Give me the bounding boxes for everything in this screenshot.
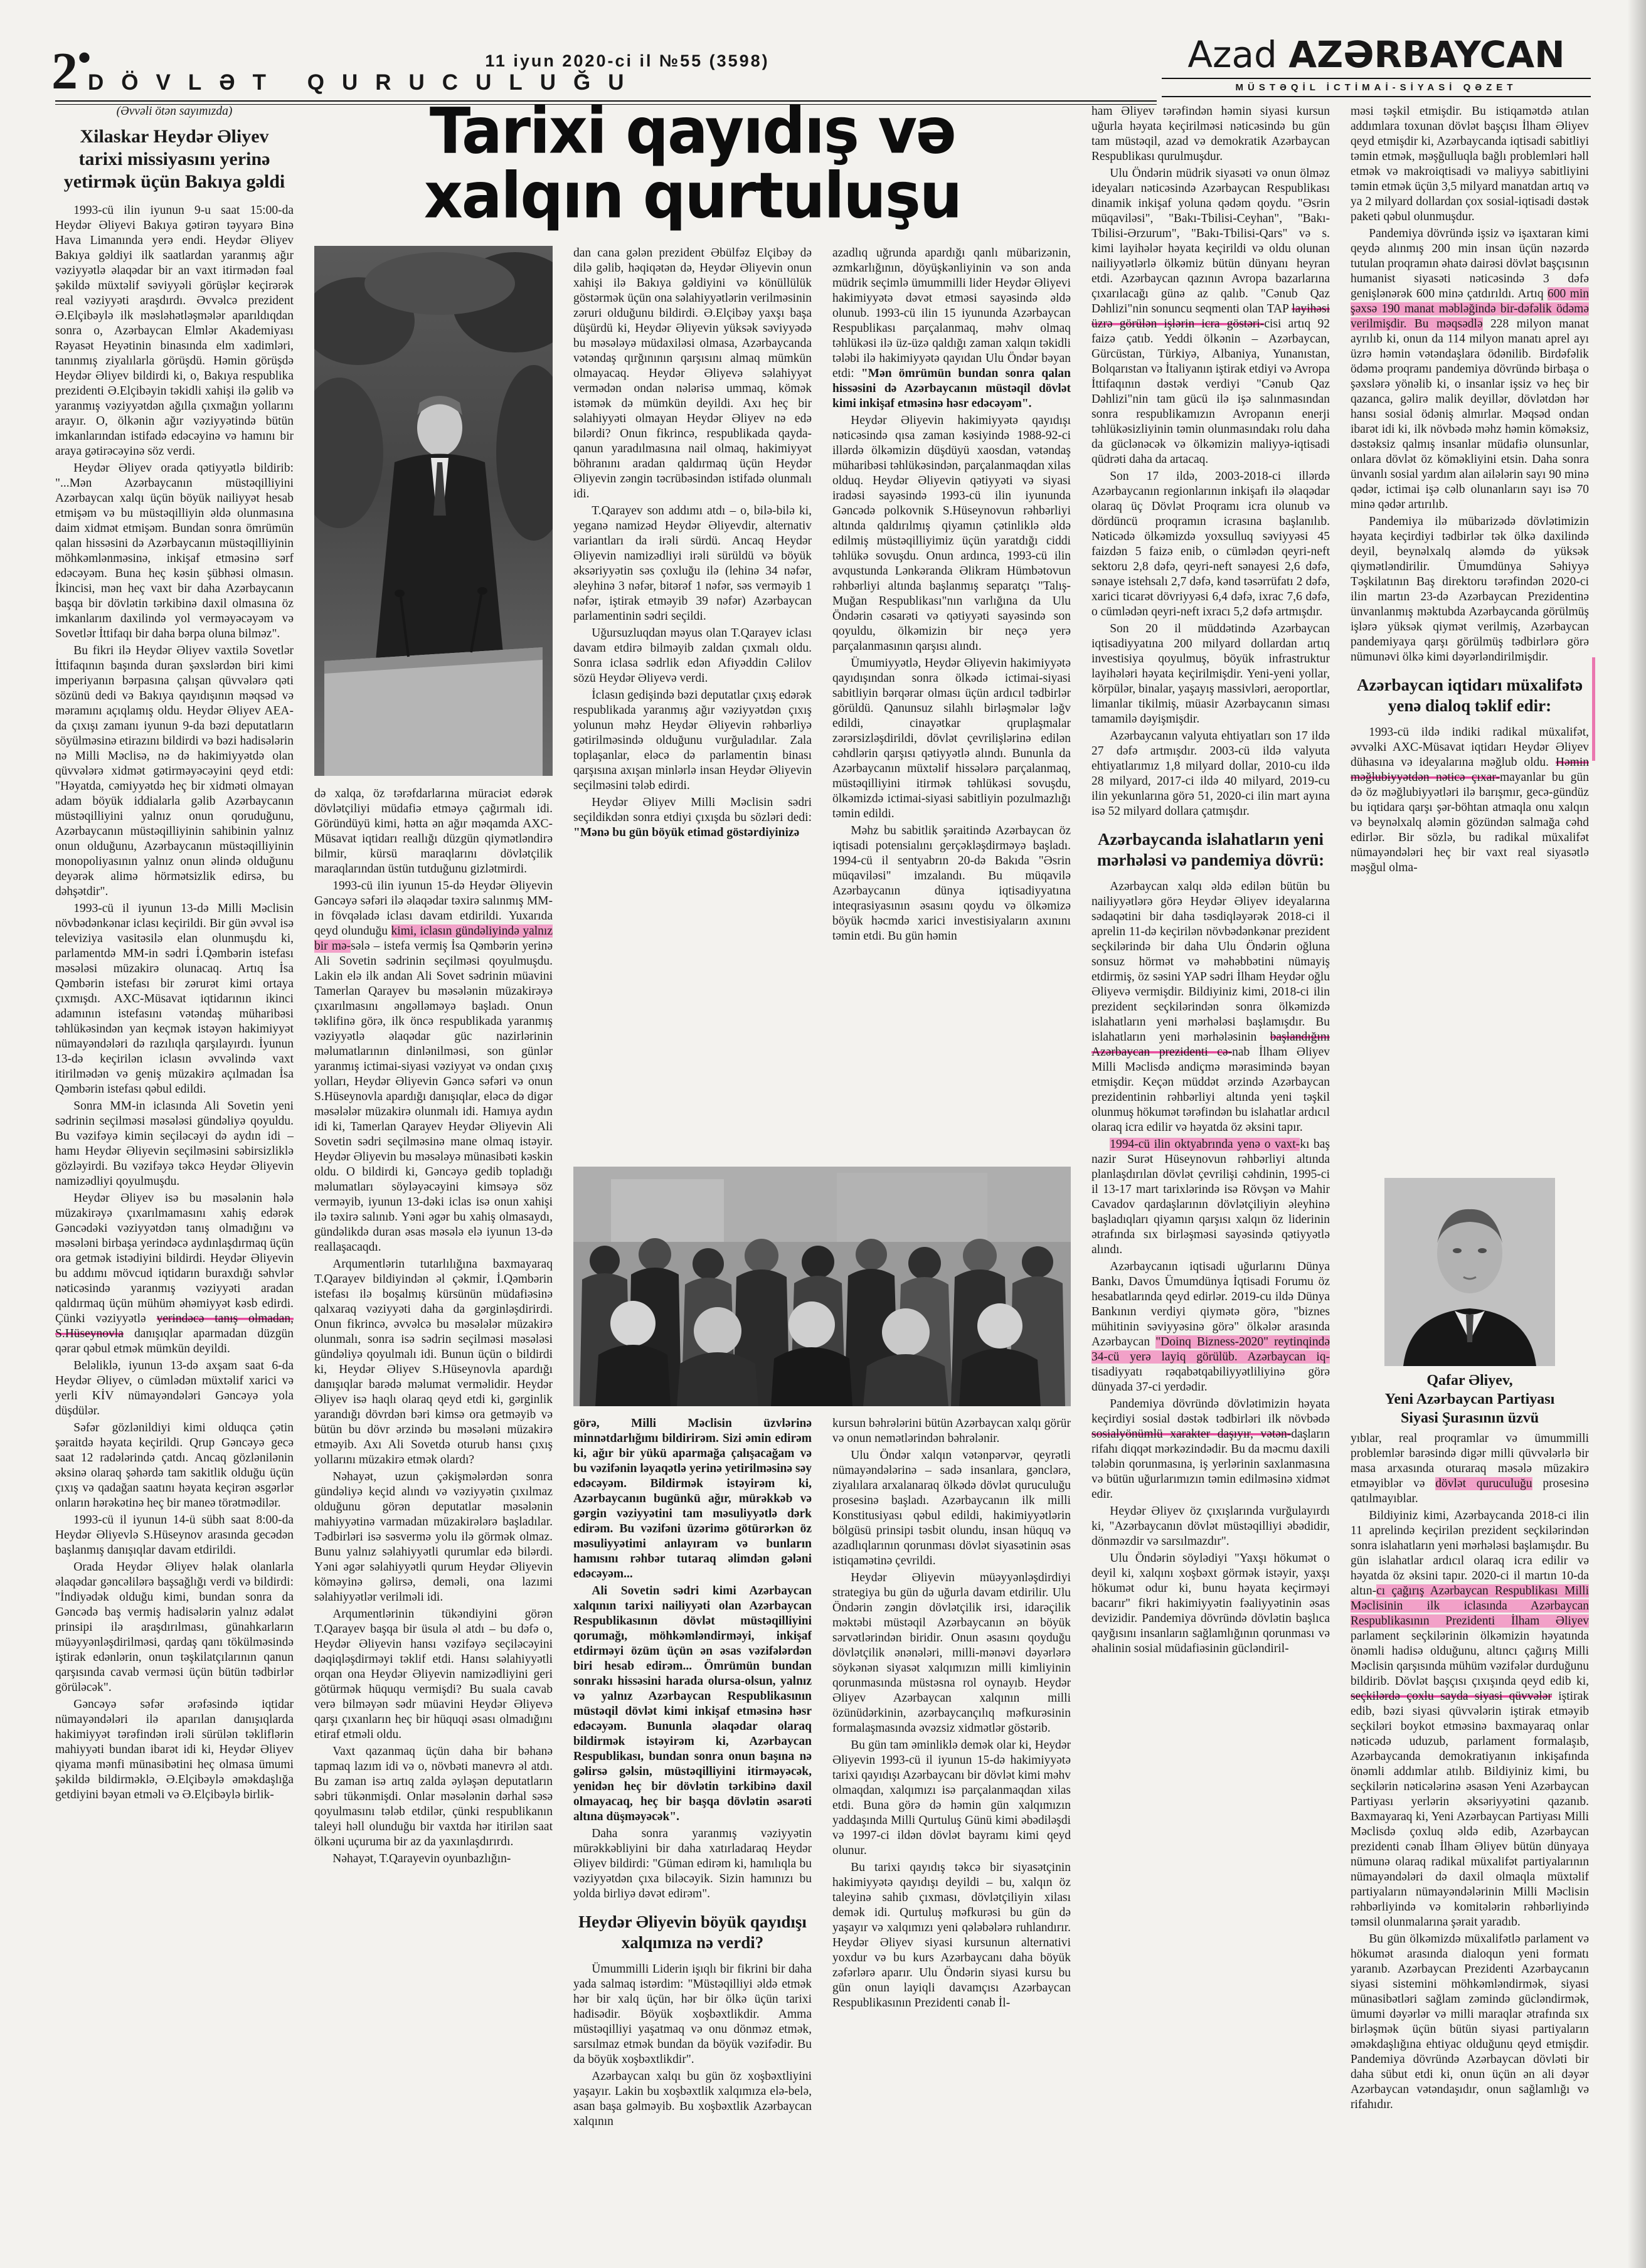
paragraph bbox=[832, 246, 1071, 411]
text-run: 1993-cü ilin iyunun 15-də Heydər Əliyevin Gəncəyə səfəri ilə əlaqədar təxirə salınmış MM-in fövqəladə iclası davam etdirildi. Yuxarıda qeyd olunduğu bbox=[314, 879, 553, 938]
text-run: Pandemiya ilə mübarizədə dövlətimizin həyata keçirdiyi tədbirlər tək ölkə daxilində deyil, beynəlxalq aləmdə də yüksək qiymətləndirilir. Ümumdünya Səhiyyə Təşkilatının Baş direktoru tərəfindən 2020-ci ilin martın 23-də Azərbaycan Prezidentinə ünvanlanmış məktubda Azərbaycanda görülmüş işlərə yüksək qiymət verilmiş, Azərbaycan pandemiyaya qarşı görülmüş tədbirlərə görə nümunəvi ölkə kimi dəyərləndirilmişdir. bbox=[1351, 515, 1589, 664]
text-run: Arqumentlərin tutarlılığına baxmayaraq T.Qarayev bildiyindən əl çəkmir, İ.Qəmbərin istefası ilə boşalmış kürsünün müdafiəsinə qalxaraq vəziyyəti daha da gərginləşdirirdi. Onun fikrincə, əvvəlcə bu məsələlər müzakirə olunmalı, sonra isə sədrin seçilməsi məsələsi gündəliyə qoyulmalı idi. Bunun üçün o bildirdi ki, Heydər Əliyev S.Hüseynovla apardığı danışıqlar barədə məlumat verməlidir. Heydər Əliyev isə haqlı olaraq qeyd etdi ki, gərginlik yarandığı dövrdən bəri kimsə ora getməyib və bütün bu dövr ərzində bu məsələni müzakirə etməyib. Axı Ali Sovetdə oturub hansı çıxış yollarını müzakirə etmək olardı? bbox=[314, 1258, 553, 1466]
paragraph bbox=[832, 1571, 1071, 1736]
author-org: Yeni Azərbaycan Partiyası bbox=[1384, 1391, 1555, 1407]
paragraph bbox=[55, 461, 294, 642]
speech-photo-art bbox=[314, 246, 553, 776]
text-run: "Mənə bu gün böyük etimad göstərdiyinizə bbox=[573, 826, 800, 839]
text-run: Heydər Əliyev öz çıxışlarında vurğulayırdı ki, "Azərbaycanın dövlət müstəqilliyi əbədidir, dönməzdir və sarsılmazdır". bbox=[1091, 1505, 1330, 1548]
text-run: görə, Milli Məclisin üzvlərinə minnətdarlığımı bildirirəm. Sizi əmin edirəm ki, ağır bir yükü aparmağa çalışacağam və bu vəzifənin ləyaqətlə yerinə yetirilməsinə səy edəcəyəm. Bildirmək istəyirəm ki, Azərbaycanın bugünkü ağır, mürəkkəb və gərgin vəziyyətini tam məsuliyyətlə dərk edirəm. Bu vəzifəni üzərimə götürərkən öz məsuliyyətimi anlayıram və bunların hamısını rəhbər tutaraq əlimdən gələni edəcəyəm... bbox=[573, 1417, 812, 1581]
column-3-upper bbox=[573, 246, 812, 1158]
text-run: cisi artıq 92 faizə çatıb. Yeddi ölkənin – Azərbaycan, Gürcüstan, Türkiyə, Albaniya, Yunanıstan, Bolqarıstan və İtaliyanın iştirak etdiyi və Avropa İttifaqının dəstək verdiyi "Cənub Qaz Dəhlizi"nin tam gücü ilə işə salınmasından sonra respublikamızın Avropanın enerji təhlükəsizliyinin təmin olunmasındakı rolu daha da güclənəcək və ölkəmizin maliyyə-iqtisadi qüdrəti daha da artacaq. bbox=[1091, 317, 1330, 466]
column-1 bbox=[55, 104, 294, 2237]
paragraph bbox=[573, 688, 812, 793]
text-run: Ulu Öndərin söylədiyi "Yaxşı hökumət o deyil ki, xalqını xoşbəxt görmək istəyir, yaxşı hökumət odur ki, bunu həyata keçirməyi bacarır" fikri hakimiyyətin fəaliyyətinin əsas devizidir. Pandemiya dövründə dövlətin başlıca qayğısını insanların sağlamlığının qorunması və əhalinin sosial müdafiəsinin gücləndiril- bbox=[1091, 1552, 1330, 1655]
column-4-upper bbox=[832, 246, 1071, 1158]
pink-marked-text: kimi, iclasın gündəliyində yalnız bir mə- bbox=[314, 925, 553, 953]
paragraph bbox=[832, 656, 1071, 822]
text-run: Ümumiyyətlə, Heydər Əliyevin hakimiyyətə qayıdışından sonra ölkədə ictimai-siyasi sabitliyin bərqərar olması üçün ardıcıl tədbirlər görüldü. Qanunsuz silahlı birləşmələr ləğv edildi, cinayətkar qruplaşmalar zərərsizləşdirildi, dövlət çevrilişlərinə edilən cəhdlərin qarşısı qətiyyətlə alındı. Bununla da Azərbaycanın müxtəlif hissələrə parçalanmaq, müstəqilliyini itirmək təhlükəsi sovuşdu, ölkəmizdə ictimai-siyasi sabitliyin pozulmazlığı təmin edildi. bbox=[832, 657, 1071, 820]
masthead bbox=[1162, 35, 1591, 97]
page-number-dot: • bbox=[78, 37, 92, 78]
paragraph bbox=[1091, 879, 1330, 1135]
column-3-lower bbox=[573, 1416, 812, 2235]
paragraph bbox=[832, 1416, 1071, 1446]
text-run: Pandemiya dövründə işsiz və işaxtaran kimi qeydə alınmış 200 min insan üçün nəzərdə tutulan proqramın əhatə dairəsi dövlət başçısının humanist siyasəti nəticəsində 3 dəfə genişlənərək 600 minə çatdırıldı. Artıq bbox=[1351, 227, 1589, 300]
paragraph bbox=[314, 1852, 553, 1867]
paragraph bbox=[1091, 166, 1330, 467]
text-run: ham Əliyev tərəfindən həmin siyasi kursun uğurla həyata keçirilməsi nəticəsində bu gün tam müstəqil, azad və demokratik Azərbaycan Respublikası qurulmuşdur. bbox=[1091, 105, 1330, 163]
text-run: Son 17 ildə, 2003-2018-ci illərdə Azərbaycanın regionlarının inkişafı ilə əlaqədar olaraq üç Dövlət Proqramı icra olunub və dördüncü proqramın icrasına başlanılıb. Nəticədə ölkəmizdə yoxsulluq səviyyəsi 45 faizdən 5 faizə enib, o cümlədən qeyri-neft sektoru 2,8 dəfə, qeyri-neft sənayesi 2,6 dəfə, sənaye istehsalı 2,7 dəfə, kənd təsərrüfatı 2 dəfə, xarici ticarət dövriyyəsi 6,4 dəfə, ixrac 7,6 dəfə, o cümlədən qeyri-neft ixracı 5,2 dəfə artmışdır. bbox=[1091, 470, 1330, 618]
paragraph bbox=[1091, 1397, 1330, 1502]
speech-photo bbox=[314, 246, 553, 776]
text-run: danışıqlar aparmadan düzgün qərar qəbul etmək mümkün deyildi. bbox=[55, 1327, 294, 1355]
crowd-photo bbox=[573, 1167, 1071, 1406]
text-run: Heydər Əliyevin böyük qayıdışı xalqımıza nə verdi? bbox=[578, 1912, 807, 1952]
paragraph bbox=[832, 1860, 1071, 2011]
paragraph bbox=[55, 1560, 294, 1695]
paragraph bbox=[1351, 514, 1589, 665]
text-run: Bildiyiniz kimi, Azərbaycanda 2018-ci ilin 11 aprelində keçirilən prezident seçkilərindən sonra islahatların yeni mərhələsi başlamışdır. Bu gün islahatlar ardıcıl olaraq icra edilir və həyatda öz əksini tapır. 2020-ci il martın 10-da altın- bbox=[1351, 1509, 1589, 1598]
author-portrait-photo bbox=[1384, 1178, 1555, 1366]
subhead bbox=[1356, 675, 1584, 716]
masthead-title bbox=[1162, 35, 1591, 74]
paragraph bbox=[314, 879, 553, 1255]
paragraph bbox=[55, 1421, 294, 1511]
text-run: Nəhayət, uzun çəkişmələrdən sonra gündəliyə keçid alındı və vəziyyətin çıxılmaz olduğunu görən deputatlar məsələnin mahiyyətinə varmadan müzakirələrə başladılar. Tədbirləri isə səsvermə yolu ilə görmək olmaz. Bunu yalnız səlahiyyətli qurumlar edə bilərdi. Yəni əgər səlahiyyətli qurum Heydər Əliyevin köməyinə gəlirsə, deməli, ona lazımi səlahiyyətlər verilməli idi. bbox=[314, 1470, 553, 1604]
text-run: Son 20 il müddətində Azərbaycan iqtisadiyyatına 200 milyard dollardan artıq investisiya qoyulmuş, böyük infrastruktur layihələri həyata keçirilmişdir. Yeni-yeni yollar, körpülər, binalar, yaşayış massivləri, aeroportlar, limanlar tikilmiş, müasir Azərbaycanın siması tamamilə dəyişmişdir. bbox=[1091, 622, 1330, 726]
text-run: Orada Heydər Əliyev həlak olanlarla əlaqədar gəncəlilərə başsağlığı verdi və bildirdi: "İndiyədək olduğu kimi, bundan sonra da Gəncədə baş vermiş hadisələrin yalnız ədalət prinsipi ilə araşdırılması, günahkarların müəyyənləşdirilməsi, qardaş qanı tökülməsində iştirak edənlərin, onun təşkilatçılarının qanun qarşısında cavab verməsi üçün bütün tədbirlər görüləcək". bbox=[55, 1561, 294, 1694]
text-run: Heydər Əliyev Milli Məclisin sədri seçildikdən sonra etdiyi çıxışda bu sözləri dedi: bbox=[573, 796, 812, 824]
paragraph bbox=[314, 1744, 553, 1850]
text-run: Heydər Əliyev isə bu məsələnin hələ müzakirəyə çıxarılmamasını xahiş edərək Gəncədəki vəziyyətdən tanış olmadığını və məsələni birbaşa yerindəcə aydınlaşdırmaq üçün ora getmək istədiyini bildirdi. Heydər Əliyevin bu addımı mövcud iqtidarın buraxdığı səhvlər nəticəsində yaranmış vəziyyəti aradan qaldırmaq üçün mühüm əhəmiyyət kəsb edirdi. Çünki vəziyyətlə bbox=[55, 1192, 294, 1325]
author-name: Qafar Əliyev, bbox=[1426, 1372, 1513, 1389]
paragraph bbox=[55, 644, 294, 899]
paragraph bbox=[832, 1738, 1071, 1858]
text-run: Heydər Əliyevin müəyyənləşdirdiyi strategiya bu gün də uğurla davam etdirilir. Ulu Öndərin zəngin dövlətçilik irsi, idarəçilik məktəbi müstəqil Azərbaycanın ən böyük sərvətlərindən biridir. Onun əsasını qoyduğu dövlətçilik ənənələri, milli-mənəvi dəyərlərə söykənən siyasət xalqımızın milli kimliyinin qorunmasında müstəsna rol oynayıb. Heydər Əliyev Azərbaycan xalqının milli özünüdərkinin, azərbaycançılıq məfkurəsinin formalaşmasında əvəzsiz xidmətlər göstərib. bbox=[832, 1571, 1071, 1735]
author-role: Siyasi Şurasının üzvü bbox=[1400, 1410, 1539, 1426]
pink-marked-text: cı çağırış Azərbaycan Respublikası Milli Məclisinin ilk iclasında Azərbaycan Respublikasının Prezidenti İlham Əliyev bbox=[1351, 1584, 1589, 1628]
crowd-photo-art bbox=[573, 1167, 1071, 1406]
paragraph bbox=[55, 203, 294, 459]
text-run: Bu fikri ilə Heydər Əliyev vaxtilə Sovetlər İttifaqının başında duran şəxslərdən biri kimi imperiyanın bərpasına çalışan qüvvələrə qəti sözünü dedi və Bakıya qayıdışının məqsəd və məramını açıqlamış oldu. Heydər Əliyev AEA-da çıxışı zamanı iyunun 9-da bəzi deputatların söyülməsinə etirazını bildirdi və bəzi hadisələrin nə Milli Məclisə, nə də hakimiyyətdə olan qüvvələrə xidmət gətirməyəcəyini qeyd etdi: "Həyatda, cəmiyyətdə heç bir xidməti olmayan adam böyük iddialarla gəlib Azərbaycanın müstəqilliyini yalnız onun qoruduğunu, Azərbaycanın müstəqilliyinin sahibinin yalnız onun olduğunu, Azərbaycanın müstəqilliyinin monopoliyasının yalnız onun əlində olduğunu deyərək alimə hörmətsizlik edirsə, bu dəhşətdir". bbox=[55, 644, 294, 898]
column-6-lower bbox=[1351, 1431, 1589, 2235]
text-run: 1993-cü il iyunun 13-də Milli Məclisin növbədənkənar iclası keçirildi. Bir gün əvvəl isə televiziya vasitəsilə elan olunmuşdu ki, parlamentdə MM-in sədri İ.Qəmbərin istefası məsələsi müzakirə olunacaq. Artıq İsa Qəmbərin istefası bir zərurət kimi ortaya çıxmışdı. AXC-Müsavat iqtidarının ikinci adamının istefasını vətəndaş müharibəsi təhlükəsindən yan keçmək istəyən hakimiyyət nümayəndələri də razılıqla qarşılayırdı. İyunun 13-də keçirilən iclasın əvvəlində vaxt itirilmədən və geniş müzakirə açılmadan İsa Qəmbərin istefası qəbul edildi. bbox=[55, 902, 294, 1096]
text-run: daşların rifahı diqqət mərkəzindədir. Bu da məcmu daxili tələbin qorunmasına, iş yerlərinin saxlanmasına və bütün uğurlarımızın təmin edilməsinə xidmət edir. bbox=[1091, 1428, 1330, 1501]
text-run: Azərbaycanda islahatların yeni mərhələsi və pandemiya dövrü: bbox=[1096, 830, 1325, 869]
text-run: prosesinə qatılmayıblar. bbox=[1351, 1477, 1589, 1505]
text-run: dan cana gələn prezident Əbülfəz Elçibəy də dilə gəlib, həqiqətən də, Heydər Əliyevin onun xahişi ilə Bakıya gəldiyini və könüllülük göstərmək üçün ona səlahiyyətlərin verilməsinin zəruri olduğunu bildirdi. Ə.Elçibəy yaxşı başa düşürdü ki, Heydər Əliyevin yüksək səviyyədə bu məsələyə müdaxiləsi olmasa, Azərbaycanda vətəndaş qırğınının qarşısını almaq mümkün olmayacaq. Heydər Əliyevə səlahiyyət vermədən ondan nələrisə ummaq, kömək istəmək də mümkün deyildi. Axı heç bir səlahiyyəti olmayan Heydər Əliyev nə edə bilərdi? Onun fikrincə, respublikada qayda-qanun yaradılmasına nail olmaq, hakimiyyət böhranını aradan qaldırmaq üçün Heydər Əliyevin zəngin təcrübəsindən istifadə olunmalı idi. bbox=[573, 246, 812, 501]
text-run: Pandemiya dövründə dövlətimizin həyata keçirdiyi sosial dəstək tədbirləri ilk növbədə bbox=[1091, 1397, 1330, 1426]
text-run: Azərbaycan xalqı əldə edilən bütün bu nailiyyətlərə görə Heydər Əliyev ideyalarına sədaqətini bir daha təsdiqləyərək 2018-ci il aprelin 11-də keçirilən növbədənkənar prezident seçkilərində bir daha Ulu Öndərin oğluna sonsuz hörmət və məhəbbətini nümayiş etdirmiş, öz səsini YAP sədri İlham Heydər oğlu Əliyevə vermişdir. Bildiyiniz kimi, 2018-ci ilin prezident seçkilərindən sonra ölkəmizdə islahatların yeni mərhələsi başlamışdır. Bu islahatların yeni mərhələsinin bbox=[1091, 880, 1330, 1044]
text-run: sələ – istefa vermiş İsa Qəmbərin yerinə Ali Sovetin sədrinin seçilməsi qoyulmuşdu. Lakin elə ilk andan Ali Sovet sədrinin müavini Tamerlan Qarayev bu məsələnin müzakirəyə çıxarılmasını əngəlləməyə başladı. Onun təklifinə görə, ilk öncə respublikada yaranmış vəziyyətlə əlaqədar güc nazirlərinin məlumatlarının dinlənilməsi, son günlər yaranmış ictimai-siyasi vəziyyət və ondan çıxış yolları, Heydər Əliyevin Gəncə səfəri və onun S.Hüseynovla apardığı danışıqlar, eləcə də digər məsələlər müzakirə olunmalı idi. Hamıya aydın idi ki, Tamerlan Qarayev Heydər Əliyevin Ali Sovetin sədri seçilməsinə mane olmaq istəyir. Heydər Əliyevin bu məsələyə münasibəti kəskin oldu. O bildirdi ki, Gəncəyə gedib topladığı məlumatları söyləyəcəyini kimsəyə söz verməyib, iyunun 13-dəki iclas isə onun xahişi ilə təxirə salınıb. Yəni əgər bu xahiş olmasaydı, gündəlikdə duran əsas məsələ elə iyunun 13-də reallaşacaqdı. bbox=[314, 940, 553, 1254]
text-run: kursun bəhrələrini bütün Azərbaycan xalqı görür və onun nemətlərindən bəhrələnir. bbox=[832, 1417, 1071, 1445]
paragraph bbox=[1351, 226, 1589, 512]
pink-marked-text: dəfəlik ödəmə verilmişdir. Bu məqsədlə bbox=[1351, 302, 1589, 331]
section-title: DÖVLƏT QURUCULUĞU bbox=[88, 70, 642, 95]
paragraph bbox=[55, 1359, 294, 1419]
pink-marked-text: Həmin məğlubiyyətdən nəticə çıxar- bbox=[1351, 756, 1589, 784]
text-run: iştirak edib, bəzi siyasi qüvvələrin iştirak etməyib seçkiləri boykot etməsinə baxmayaraq onlar nəticədə uduzub, parlament formalaşıb, Azərbaycanda demokratiyanın inkişafında önəmli addımlar atılıb. Bildiyiniz kimi, bu seçkilərin nəticələrinə əsasən Yeni Azərbaycan Partiyası yerlərin əksəriyyətini qazanıb. Baxmayaraq ki, Yeni Azərbaycan Partiyası Milli Məclisdə çoxluq əldə edib, Azərbaycan prezidenti cənab İlham Əliyev bütün dünyaya nümunə olaraq radikal müxalifət partiyalarının nümayəndələri də daxil olmaqla müxtəlif partiyaların nümayəndələrinin Milli Məclisin rəhbərliyində və komitələrin rəhbərliyində təmsil olunmalarına şərait yaradıb. bbox=[1351, 1690, 1589, 1929]
text-run: parlament seçkilərinin ölkəmizin həyatında önəmli hadisə olduğunu, altıncı çağırış Milli Məclisin qarşısında mühüm vəzifələr durduğunu bildirib. Dövlət başçısı çıxışında qeyd edib ki, bbox=[1351, 1629, 1589, 1688]
text-run: Beləliklə, iyunun 13-də axşam saat 6-da Heydər Əliyev, o cümlədən müxtəlif xarici və yerli KİV nümayəndələri Gəncəyə yola düşdülər. bbox=[55, 1359, 294, 1417]
text-run: "Mən ömrümün bundan sonra qalan hissəsini də Azərbaycanın müstəqil dövlət kimi inkişaf etməsinə həsr edəcəyəm". bbox=[832, 367, 1071, 410]
text-run: Ulu Öndər xalqın vətənpərvər, qeyrətli nümayəndələrinə – sadə insanlara, gənclərə, ziyalılara arxalanaraq ölkədə dövlət quruculuğu prosesinə başladı. Azərbaycanın ilk milli Konstitusiyası qəbul edildi, hakimiyyətlərin bölgüsü prinsipi təsbit olundu, insan hüquq və azadlıqlarının qorunması dövlət siyasətinin əsas istiqamətinə çevrildi. bbox=[832, 1449, 1071, 1567]
text-run: Uğursuzluqdan məyus olan T.Qarayev iclası davam etdirə bilməyib zaldan çıxmalı oldu. Sonra iclasa sədrlik edən Afiyəddin Cəlilov sözü Heydər Əliyevə verdi. bbox=[573, 627, 812, 685]
paragraph bbox=[314, 787, 553, 877]
paragraph bbox=[1351, 1932, 1589, 2112]
paragraph bbox=[573, 1962, 812, 2067]
headline-line-2: xalqın qurtuluşu bbox=[423, 159, 962, 233]
text-run: Bu gün ölkəmizdə müxalifətlə parlament və hökumət arasında dialoqun yeni formatı yaranıb. Azərbaycan Prezidenti Azərbaycanın siyasi sistemini möhkəmləndirmək, siyasi münasibətləri sağlam zəmində gücləndirmək, ümumi dəyərlər və milli maraqlar ətrafında sıx birləşmək üçün bütün siyasi partiyaların əməkdaşlığına ehtiyac olduğunu qeyd etmişdir. Pandemiya dövründə Azərbaycan dövləti bir daha sübut etdi ki, onun üçün ən ali dəyər Azərbaycan vətəndaşıdır, onun sağlamlığı və rifahıdır. bbox=[1351, 1932, 1589, 2111]
author-caption bbox=[1351, 1371, 1589, 1428]
text-run: Səfər gözlənildiyi kimi olduqca çətin şəraitdə həyata keçirildi. Qrup Gəncəyə gecə saat 12 radələrində çatdı. Ancaq gözlənilənin əksinə olaraq şəhərdə tam sakitlik olduğu üçün çıxış və qadağan saatını həyata keçirən əsgərlər onların hərəkətinə heç bir maneə törətmədilər. bbox=[55, 1421, 294, 1510]
text-run: yıblar, real proqramlar və ümummilli problemlər barəsində digər milli qüvvələrlə bir masa arxasında oturaraq məsələ müzakirə etməyiblər və bbox=[1351, 1432, 1589, 1490]
paragraph bbox=[314, 1257, 553, 1468]
pink-marked-text: layihəsi üzrə görülən işlərin icra göstəri- bbox=[1091, 302, 1330, 331]
scan-edge-shadow bbox=[1627, 0, 1646, 2268]
text-run: Ulu Öndərin müdrik siyasəti və onun ölməz ideyaları nəticəsində Azərbaycan Respublikası dinamik inkişaf yoluna qədəm qoydu. "Əsrin müqaviləsi", "Bakı-Tbilisi-Ceyhan", "Bakı-Tbilisi-Ərzurum", "Bakı-Tbilisi-Qars" və s. kimi layihələr həyata keçirildi və oldu olunan nailiyyətlərlə ölkəmiz bütün dünyanı heyran etdi. Azərbaycan qazının Avropa bazarlarına çıxarılacağı günə az qalıb. "Cənub Qaz Dəhlizi"nin sonuncu seqmenti olan TAP bbox=[1091, 167, 1330, 315]
text-run: Bu gün tam əminliklə demək olar ki, Heydər Əliyevin 1993-cü il iyunun 15-də hakimiyyətə tarixi qayıdışı Azərbaycanı bir dövlət kimi məhv olmaqdan, xalqımızı isə parçalanmaqdan xilas etdi. Buna görə də həmin gün xalqımızın yaddaşında Milli Qurtuluş Günü kimi əbədiləşdi və 1997-ci ildən dövlət bayramı kimi qeyd olunur. bbox=[832, 1739, 1071, 1857]
text-run: T.Qarayev son addımı atdı – o, bilə-bilə ki, yeganə namizəd Heydər Əliyevdir, alternativ variantları da irəli sürdü. Ancaq Heydər Əliyevin namizədliyi irəli sürüldü və böyük əksəriyyətin səs çoxluğu ilə (lehinə 34 nəfər, əleyhinə 3 nəfər, bitərəf 1 nəfər, səs verməyib 1 nəfər, iştirak etməyib 39 nəfər) Azərbaycan parlamentinin sədri seçildi. bbox=[573, 504, 812, 623]
paragraph bbox=[573, 2069, 812, 2129]
pink-marked-text: 600 min şəxsə 190 manat məbləğində bir- bbox=[1351, 287, 1589, 315]
text-run: Ali Sovetin sədri kimi Azərbaycan xalqının tarixi nailiyyəti olan Azərbaycan Respublikasının dövlət müstəqilliyini qorumağı, möhkəmləndirməyi, inkişaf etdirməyi özüm üçün ən əsas vəzifələrdən biri hesab edirəm... Ömrümün bundan sonrakı hissəsini harada olursa-olsun, yalnız və yalnız Azərbaycan Respublikasının müstəqil dövlət kimi inkişaf etməsinə həsr edəcəyəm. Bununla əlaqədar olaraq bildirmək istəyirəm ki, Azərbaycan Respublikası, bundan sonra onun başına nə gəlirsə gəlsin, müstəqilliyini itirməyəcək, yenidən heç bir dövlətin tərkibinə daxil olmayacaq, heç bir başqa dövlətin əsarəti altına düşməyəcək". bbox=[573, 1584, 812, 1823]
pink-marked-text: seçkilərdə çoxlu sayda siyasi qüvvələr bbox=[1351, 1690, 1552, 1703]
text-run: də xalqa, öz tərəfdarlarına müraciət edərək dövlətçiliyi müdafiə etməyə çağırmalı idi. Göründüyü kimi, hətta ən ağır məqamda AXC-Müsavat iqtidarı reallığı düzgün qiymətləndirə bilmir, kürsü maraqlarını dövlətçilik maraqlarından üstün tutduğunu gizlətmirdi. bbox=[314, 787, 553, 876]
paragraph bbox=[314, 1607, 553, 1742]
pink-marked-text: dövlət quruculuğu bbox=[1435, 1477, 1532, 1490]
paragraph bbox=[832, 413, 1071, 654]
headline-line-1: Tarixi qayıdış və bbox=[429, 94, 956, 168]
paragraph bbox=[55, 901, 294, 1097]
text-run: Heydər Əliyev orada qətiyyətlə bildirib: "...Mən Azərbaycanın müstəqilliyini Azərbaycan xalqı üçün böyük nailiyyət hesab etmişəm və bu müstəqilliyin əldə olunmasına daim xidmət etmişəm. Bundan sonra ömrümün qalan hissəsini də Azərbaycanın müstəqilliyinin möhkəmlənməsinə, inkişaf etməsinə sərf edəcəyəm. Buna heç kəsin şübhəsi olmasın. İkincisi, mən heç vaxt bir daha Azərbaycanın başqa bir dövlətin tərkibinə daxil olmasına öz imkanlarım daxilində yol verməyəcəyəm və Sovetlər İttifaqı bir daha bərpa oluna bilməz". bbox=[55, 462, 294, 640]
text-run: Daha sonra yaranmış vəziyyətin mürəkkəbliyini bir daha xatırladaraq Heydər Əliyev bildirdi: "Güman edirəm ki, hamılıqla bu vəziyyətdən çıxa biləcəyik. Sizin hamınızı bu yolda birliyə dəvət edirəm". bbox=[573, 1827, 812, 1900]
text-run: Azərbaycan iqtidarı müxalifətə yenə dialoq təklif edir: bbox=[1357, 676, 1583, 715]
text-run: kı baş nazir Surət Hüseynovun rəhbərliyi altında planlaşdırılan dövlət çevrilişi cəhdinin, 1995-ci il 13-17 mart tarixlərində isə Rövşən və Mahir Cavadov qardaşlarının dövlətçiliyin əleyhinə başladıqları qiyamın qarşısı xalqın öz liderinin ətrafında sıx birləşməsi sayəsində qətiyyətlə alındı. bbox=[1091, 1138, 1330, 1256]
text-run: 1993-cü ildə indiki radikal müxalifət, əvvəlki AXC-Müsavat iqtidarı Heydər Əliyev dühasına və ideyalarına məğlub oldu. bbox=[1351, 726, 1589, 769]
text-run: Bu tarixi qayıdış təkcə bir siyasətçinin hakimiyyətə qayıdışı deyildi – bu, xalqın öz taleyinə sahib çıxması, dövlətçiliyin xilası demək idi. Qurtuluş məfkurəsi bu gün də yaşayır və xalqımızı yeni qələbələrə ruhlandırır. Heydər Əliyev siyasi kursunun alternativi yoxdur və bu kurs Azərbaycanı daha böyük zəfərlərə aparır. Ulu Öndərin siyasi kursu bu gün onun layiqli davamçısı Azərbaycan Respublikasının Prezidenti cənab İl- bbox=[832, 1861, 1071, 2010]
head bbox=[58, 125, 291, 193]
paragraph bbox=[1091, 1504, 1330, 1549]
author-block bbox=[1351, 1178, 1589, 1428]
text-run: Heydər Əliyevin hakimiyyətə qayıdışı nəticəsində qısa zaman kəsiyində 1988-92-ci illərdə ölkəmizin düşdüyü xaosdan, vətəndaş müharibəsi təhlükəsindən, parçalanmaqdan xilas olduq. Heydər Əliyevin qətiyyəti və siyasi iradəsi sayəsində 1993-cü ilin iyununda Gəncədə polkovnik S.Hüseynovun rəhbərliyi altında qaldırılmış qiyamın çətinliklə əldə edilmiş müstəqilliyimiz üçün yaratdığı ciddi təhlükə sovuşdu. Onun ardınca, 1993-cü ilin avqustunda Lənkəranda Əlikram Hümbətovun rəhbərliyi altında başlanmış separatçı "Talış-Muğan Respublikası"nın varlığına da Ulu Öndərin cəsarəti və qətiyyəti sayəsində son qoyuldu, ölkəmizin bir neçə yerə parçalanmasının qarşısı alındı. bbox=[832, 414, 1071, 653]
text-run: azadlıq uğrunda apardığı qanlı mübarizənin, əzmkarlığının, döyüşkənliyinin və son anda müdrik seçimlə ümummilli lider Heydər Əliyevi hakimiyyətə dəvət etməsi sayəsində əldə olunub. 1993-cü ilin 15 iyununda Azərbaycan Respublikası parçalanmaq, məhv olmaq təhlükəsi ilə üz-üzə qaldığı zaman xalqın təkidli tələbi ilə hakimiyyətə qayıdan Ulu Öndər bəyan etdi: bbox=[832, 246, 1071, 380]
paragraph bbox=[1351, 725, 1589, 876]
text-run: 1993-cü ilin iyunun 9-u saat 15:00-da Heydər Əliyevi Bakıya gətirən təyyarə Binə Hava Limanında yerə endi. Heydər Əliyev Bakıya gəldiyi ilk saatlardan yaranmış ağır vəziyyətlə əlaqədar bir an vaxt itirmədən fəal şəkildə müxtəlif səviyyəli görüşlər keçirərək real vəziyyəti araşdırdı. Əvvəlcə prezident Ə.Elçibəylə ilk məsləhətləşmələr aparıldıqdan sonra o, Azərbaycan Elmlər Akademiyası Rəyasət Heyətinin binasında elm xadimləri, tanınmış ziyalılarla görüşdü. Həmin görüşdə Heydər Əliyev bildirdi ki, o, Bakıya respublika prezidenti Ə.Elçibəyin təkidli xahişi ilə gəlib və yaranmış vəziyyətdən ağılla çıxmağın yollarını arayır. O, ölkənin ağır vəziyyətində bütün imkanlarından istifadə edəcəyinə və hamını bir araya gətirəcəyinə söz verdi. bbox=[55, 204, 294, 458]
text-run: Vaxt qazanmaq üçün daha bir bəhanə tapmaq lazım idi və o, növbəti manevrə əl atdı. Bu zaman isə artıq zalda əyləşən deputatların səbri tükənmişdi. Onlar məsələnin dərhal səsə qoyulmasını tələb etdilər, çünki respublikanın taleyi həll olunduğu bir vaxtda hər itirilən saat ölkəni uçuruma bir az da yaxınlaşdırırdı. bbox=[314, 1745, 553, 1848]
column-4-lower bbox=[832, 1416, 1071, 2235]
masthead-subtitle: MÜSTƏQİL İCTİMAİ-SİYASİ QƏZET bbox=[1162, 78, 1591, 97]
issue-dateline: 11 iyun 2020-ci il №55 (3598) bbox=[485, 51, 770, 70]
paragraph bbox=[573, 626, 812, 686]
paragraph bbox=[1351, 1508, 1589, 1930]
paragraph bbox=[1091, 729, 1330, 819]
paragraph bbox=[1091, 1137, 1330, 1258]
paragraph bbox=[832, 824, 1071, 944]
text-run: Arqumentlərinin tükəndiyini görən T.Qarayev başqa bir üsula əl atdı – bu dəfə o, Heydər Əliyevin hansı vəzifəyə seçiləcəyini dəqiqləşdirməyi təklif etdi. Hansı səlahiyyətli orqan ona Heydər Əliyevin namizədliyini geri götürmək hüququ vermişdi? Bu suala cavab verə bilməyən sədr müavini Heydər Əliyevə qarşı çıxanların heç bir hüquqi əsası olmadığını etiraf etməli oldu. bbox=[314, 1608, 553, 1741]
pink-marked-text: yerindəcə tanış olmadan, S.Hüseynovla bbox=[55, 1312, 294, 1340]
text-run: nab İlham Əliyev Milli Məclisdə andiçmə mərasimində bəyan etmişdir. Keçən müddət ərzində Azərbaycan prezidentinin rəhbərliyi altında yeni təşkil olunmuş hökumət tərəfindən bu islahatlar ardıcıl olaraq icra edilir və həyatda öz əksini tapır. bbox=[1091, 1046, 1330, 1134]
paragraph bbox=[1091, 622, 1330, 727]
text-run: İclasın gedişində bəzi deputatlar çıxış edərək respublikada yaranmış ağır vəziyyətdən çıxış yolunun məhz Heydər Əliyevin rəhbərliyə gətirilməsində olduğunu vurğuladılar. Zala toplaşanlar, eləcə də parlamentin binası qarşısına axışan minlərlə insan Heydər Əliyevin seçilməsini tələb edirdi. bbox=[573, 689, 812, 792]
column-5 bbox=[1091, 104, 1330, 2235]
paragraph bbox=[1091, 469, 1330, 620]
masthead-title-light: Azad bbox=[1187, 33, 1289, 76]
text-run: Azərbaycanın iqtisadi uğurlarını Dünya Bankı, Davos Ümumdünya İqtisadi Forumu öz hesabatlarında qeyd edirlər. 2019-cu ildə Dünya Bankının verdiyi qiymətə görə, "biznes mühitinin səviyyəsinə görə" ölkələr arasında Azərbaycan bbox=[1091, 1260, 1330, 1349]
paragraph bbox=[55, 1099, 294, 1189]
paragraph bbox=[573, 1416, 812, 1582]
paragraph bbox=[1351, 1431, 1589, 1507]
text-run: Nəhayət, T.Qarayevin oyunbazlığın- bbox=[332, 1852, 511, 1865]
text-run: Xilaskar Heydər Əliyev tarixi missiyasını yerinə yetirmək üçün Bakıya gəldi bbox=[63, 126, 285, 192]
subhead bbox=[578, 1912, 807, 1953]
pink-marked-text: 1994-cü ilin oktyabrında yenə o vaxt- bbox=[1110, 1138, 1300, 1151]
paragraph bbox=[1091, 1551, 1330, 1656]
text-run: Gəncəyə səfər ərəfəsində iqtidar nümayəndələri ilə aparılan danışıqlarda hakimiyyət tərəfindən irəli sürülən təkliflərin mahiyyəti bundan ibarət idi ki, Heydər Əliyev qiyama mənfi münasibətini heç olmasa ümumi şəkildə bildirməklə, Ə.Elçibəylə əməkdaşlığa getdiyini bəyan etməli və Ə.Elçibəylə birlik- bbox=[55, 1698, 294, 1801]
text-run: 1993-cü il iyunun 14-ü sübh saat 8:00-da Heydər Əliyevlə S.Hüseynov arasında gecədən başlanmış danışıqlar davam etdirildi. bbox=[55, 1513, 294, 1557]
article-headline bbox=[314, 94, 1071, 233]
subhead bbox=[1096, 829, 1325, 871]
paragraph bbox=[573, 1826, 812, 1902]
text-run: Azərbaycanın valyuta ehtiyatları son 17 ildə 27 dəfə artmışdır. 2003-cü ildə valyuta ehtiyatlarımız 1,8 milyard dollar, 2010-cu ildə 28 milyard, 2017-ci ildə 40 milyard, 2019-cu ilin yekunlarına görə 51, 2020-ci ilin mart ayına isə 52 milyard dollara çatmışdır. bbox=[1091, 729, 1330, 818]
paragraph bbox=[832, 1448, 1071, 1569]
paragraph bbox=[573, 1584, 812, 1825]
paragraph bbox=[573, 795, 812, 840]
paragraph bbox=[55, 1697, 294, 1803]
author-portrait-art bbox=[1384, 1178, 1555, 1366]
text-run: Azərbaycan xalqı bu gün öz xoşbəxtliyini yaşayır. Lakin bu xoşbəxtlik xalqımıza elə-belə, asan başa gəlməyib. Bu xoşbəxtlik Azərbaycan xalqının bbox=[573, 2070, 812, 2128]
paragraph bbox=[573, 246, 812, 502]
text-run: tisadiyyatı rəqabətqabiliyyətliliyinə görə dünyada 37-ci yerdədir. bbox=[1091, 1365, 1330, 1394]
pink-marked-text: başlandığını Azərbaycan prezidenti cə- bbox=[1091, 1031, 1330, 1059]
note bbox=[55, 104, 294, 119]
paragraph bbox=[573, 504, 812, 624]
column-6-upper bbox=[1351, 104, 1589, 1174]
page-number: 2• bbox=[51, 37, 92, 100]
masthead-title-heavy: AZƏRBAYCAN bbox=[1288, 33, 1565, 76]
text-run: Ümummilli Liderin işıqlı bir fikrini bir daha yada salmaq istərdim: "Müstəqilliyi əldə etmək hər bir xalq üçün, hər bir ölkə üçün tarixi hadisədir. Böyük xoşbəxtlikdir. Amma müstəqilliyi yaşatmaq və onu dönməz etmək, sarsılmaz etmək bundan da böyük vəzifədir. Bu da böyük xoşbəxtlikdir". bbox=[573, 1963, 812, 2066]
paragraph bbox=[1091, 104, 1330, 164]
pink-marker-line bbox=[1592, 657, 1595, 761]
pink-marked-text: "Doinq Bizness-2020" reytinqində 34-cü yerə layiq görülüb. Azərbaycan iq- bbox=[1091, 1335, 1330, 1364]
paragraph bbox=[314, 1470, 553, 1605]
text-run: 228 milyon manat ayrılıb ki, onun da 114 milyon manatı aprel ayı üzrə həmin vətəndaşlara ödənilib. Birdəfəlik ödəmə proqramı pandemiya dövründə birbaşa o şəxslərə yönəlib ki, o insanlar işsiz və heç bir qazanca, gəlirə malik deyillər, dövlətdən hər hansı sosial ödəniş almırlar. Məqsəd ondan ibarət idi ki, ilk növbədə məhz həmin köməksiz, dəstəksiz qalmış insanlar müdafiə olunsunlar, onlara dövlət öz köməkliyini etsin. Daha sonra ünvanlı sosial yardım alan ailələrin sayı 90 minə qədər, ictimai işə cəlb olunanların sayı isə 70 minə qədər artırılıb. bbox=[1351, 317, 1589, 511]
paragraph bbox=[55, 1191, 294, 1357]
text-run: Sonra MM-in iclasında Ali Sovetin yeni sədrinin seçilməsi məsələsi gündəliyə qoyuldu. Bu vəzifəyə kimin seçiləcəyi də aydın idi – hamı Heydər Əliyevin seçilməsini səbirsizliklə gözləyirdi. Bu vəzifəyə təkcə Heydər Əliyevin namizədliyi qoyulmuşdu. bbox=[55, 1100, 294, 1188]
text-run: Məhz bu sabitlik şəraitində Azərbaycan öz iqtisadi potensialını gerçəkləşdirməyə başladı. 1994-cü il sentyabrın 20-də Bakıda "Əsrin müqaviləsi" imzalandı. Bu müqavilə Azərbaycanın dünya iqtisadiyyatına inteqrasiyasının əsasını qoydu və ölkəmizə böyük həcmdə xarici investisiyaların axınını təmin etdi. Bu gün həmin bbox=[832, 824, 1071, 943]
text-run: məsi təşkil etmişdir. Bu istiqamətdə atılan addımlara toxunan dövlət başçısı İlham Əliyev qeyd etmişdir ki, Azərbaycanda iqtisadi sabitliyi təmin etmək, məşğulluqla bağlı problemləri həll etmək və makroiqtisadi və maliyyə sabitliyini təmin etmək üçün 3,5 milyard manatdan artıq və ya 2 milyard dollardan çox sosial-iqtisadi dəstək paketi qəbul olunmuşdur. bbox=[1351, 105, 1589, 223]
paragraph bbox=[1091, 1259, 1330, 1395]
column-2 bbox=[314, 787, 553, 2235]
text-run: mayanlar bu gün də öz məğlubiyyətləri ilə barışmır, gecə-gündüz bu iqtidara qarşı şər-böhtan atmaqla onu xalqın və beynəlxalq aləmin gözündən salmağa cəhd edirlər. Bir sözlə, bu radikal müxalifət nümayəndələri heç bir vaxt real siyasətlə məşğul olma- bbox=[1351, 771, 1589, 874]
pink-marked-text: sosialyönümlü xarakter daşıyır, vətən- bbox=[1091, 1428, 1292, 1441]
paragraph bbox=[1351, 104, 1589, 225]
text-run: (Əvvəli ötən sayımızda) bbox=[116, 105, 233, 118]
paragraph bbox=[55, 1513, 294, 1558]
